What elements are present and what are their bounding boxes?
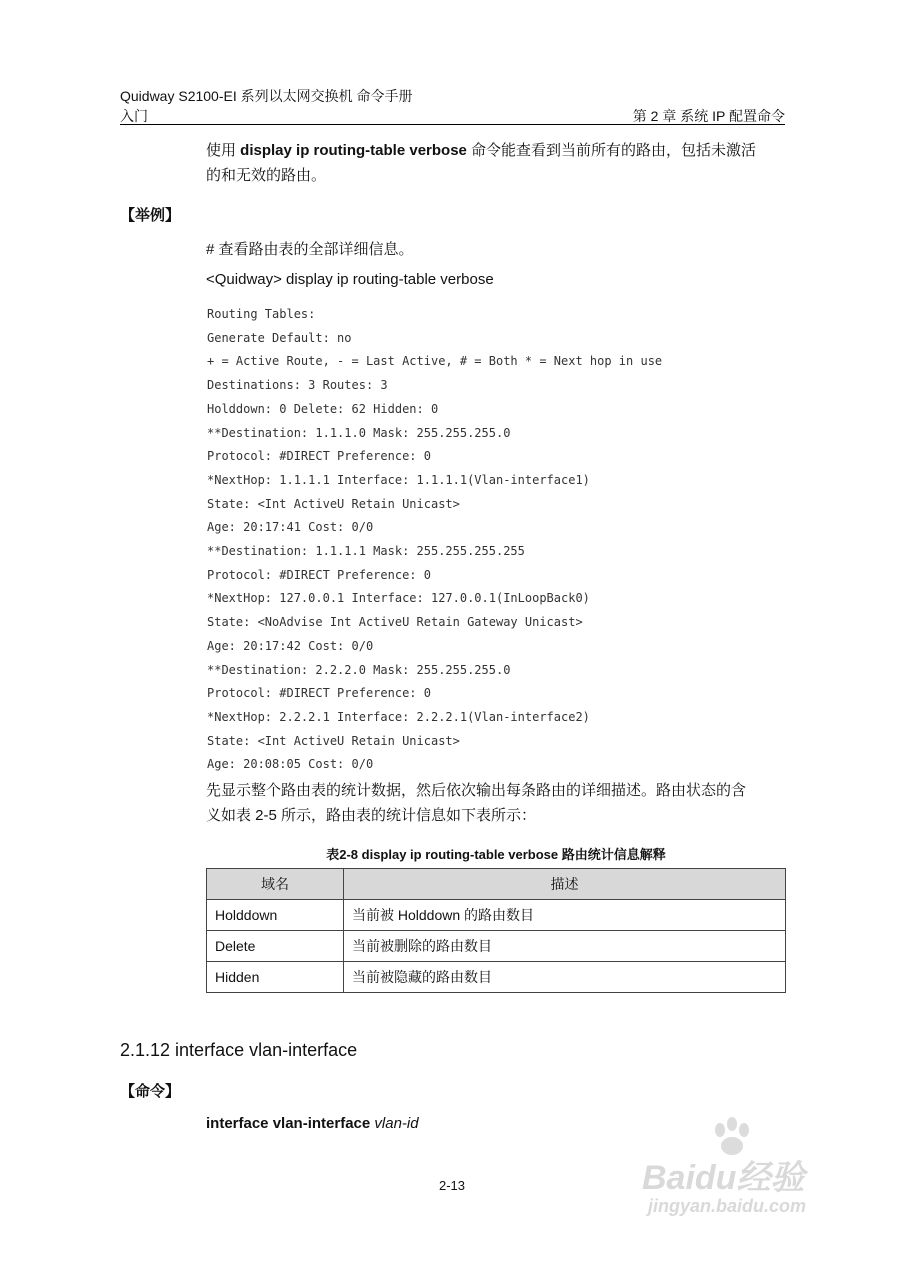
paw-icon [710, 1116, 754, 1160]
table-row [207, 931, 786, 962]
table-cell-description: 当前被隐藏的路由数目 [344, 962, 786, 993]
output-line: **Destination: 1.1.1.0 Mask: 255.255.255.0 [207, 425, 511, 440]
output-line: State: <Int ActiveU Retain Unicast> [207, 496, 460, 511]
output-line: Protocol: #DIRECT Preference: 0 [207, 686, 431, 701]
intro-line-1 [206, 139, 756, 163]
output-line: Age: 20:17:41 Cost: 0/0 [207, 520, 374, 535]
output-line: Routing Tables: [207, 307, 316, 321]
header-product: Quidway S2100-EI 系列以太网交换机 命令手册 [120, 88, 413, 104]
output-line: Generate Default: no [207, 330, 352, 345]
intro-line-2: 的和无效的路由。 [206, 167, 327, 184]
section-title: 2.1.12 interface vlan-interface [120, 1040, 358, 1060]
example-heading: 【举例】 [120, 207, 181, 224]
command-keyword: interface vlan-interface [206, 1115, 371, 1132]
table-cell-field: Delete [207, 931, 344, 962]
output-line: Age: 20:17:42 Cost: 0/0 [207, 638, 374, 653]
command-parameter: vlan-id [374, 1115, 419, 1132]
command-output [207, 303, 662, 777]
summary-line-1: 先显示整个路由表的统计数据，然后依次输出每条路由的详细描述。路由状态的含 [206, 782, 747, 799]
table-row [207, 900, 786, 931]
stats-table [206, 868, 786, 993]
output-line: *NextHop: 1.1.1.1 Interface: 1.1.1.1(Vlan-interface1) [207, 472, 590, 487]
output-line: *NextHop: 2.2.2.1 Interface: 2.2.2.1(Vlan-interface2) [207, 709, 590, 724]
command-heading: 【命令】 [120, 1083, 181, 1100]
output-line: State: <NoAdvise Int ActiveU Retain Gateway Unicast> [207, 615, 583, 630]
header-section: 入门 [120, 108, 148, 124]
output-line: **Destination: 2.2.2.0 Mask: 255.255.255.0 [207, 662, 511, 677]
output-line: Destinations: 3 Routes: 3 [207, 378, 388, 393]
output-line: **Destination: 1.1.1.1 Mask: 255.255.255.255 [207, 544, 525, 559]
intro-command: display ip routing-table verbose [240, 142, 467, 159]
intro-prefix: 使用 [206, 142, 241, 159]
header-rule [120, 124, 785, 125]
output-line: + = Active Route, - = Last Active, # = Both * = Next hop in use [207, 354, 663, 369]
table-caption: 表2-8 display ip routing-table verbose 路由统计信息解释 [326, 847, 666, 862]
example-command-line: <Quidway> display ip routing-table verbose [206, 271, 494, 288]
table-cell-field: Hidden [207, 962, 344, 993]
table-header-field: 域名 [207, 869, 344, 900]
header-chapter: 第 2 章 系统 IP 配置命令 [632, 108, 785, 124]
summary-line-2: 义如表 2-5 所示，路由表的统计信息如下表所示： [206, 807, 537, 824]
table-header-row [207, 869, 786, 900]
output-line: Protocol: #DIRECT Preference: 0 [207, 567, 431, 582]
table-row [207, 962, 786, 993]
table-cell-field: Holddown [207, 900, 344, 931]
output-line: Protocol: #DIRECT Preference: 0 [207, 449, 431, 464]
watermark-brand [642, 1150, 804, 1199]
table-cell-description: 当前被 Holddown 的路由数目 [344, 900, 786, 931]
intro-suffix: 命令能查看到当前所有的路由，包括未激活 [466, 142, 757, 159]
command-syntax [206, 1112, 419, 1136]
table-header-description: 描述 [344, 869, 786, 900]
watermark-brand-text: Baidu经验 [642, 1159, 805, 1197]
example-comment: # 查看路由表的全部详细信息。 [206, 241, 414, 258]
output-line: Age: 20:08:05 Cost: 0/0 [207, 757, 374, 772]
output-line: Holddown: 0 Delete: 62 Hidden: 0 [207, 401, 439, 416]
watermark-url: jingyan.baidu.com [648, 1196, 807, 1216]
table-cell-description: 当前被删除的路由数目 [344, 931, 786, 962]
output-line: *NextHop: 127.0.0.1 Interface: 127.0.0.1(InLoopBack0) [207, 591, 590, 606]
output-line: State: <Int ActiveU Retain Unicast> [207, 733, 460, 748]
page-number: 2-13 [438, 1178, 466, 1193]
